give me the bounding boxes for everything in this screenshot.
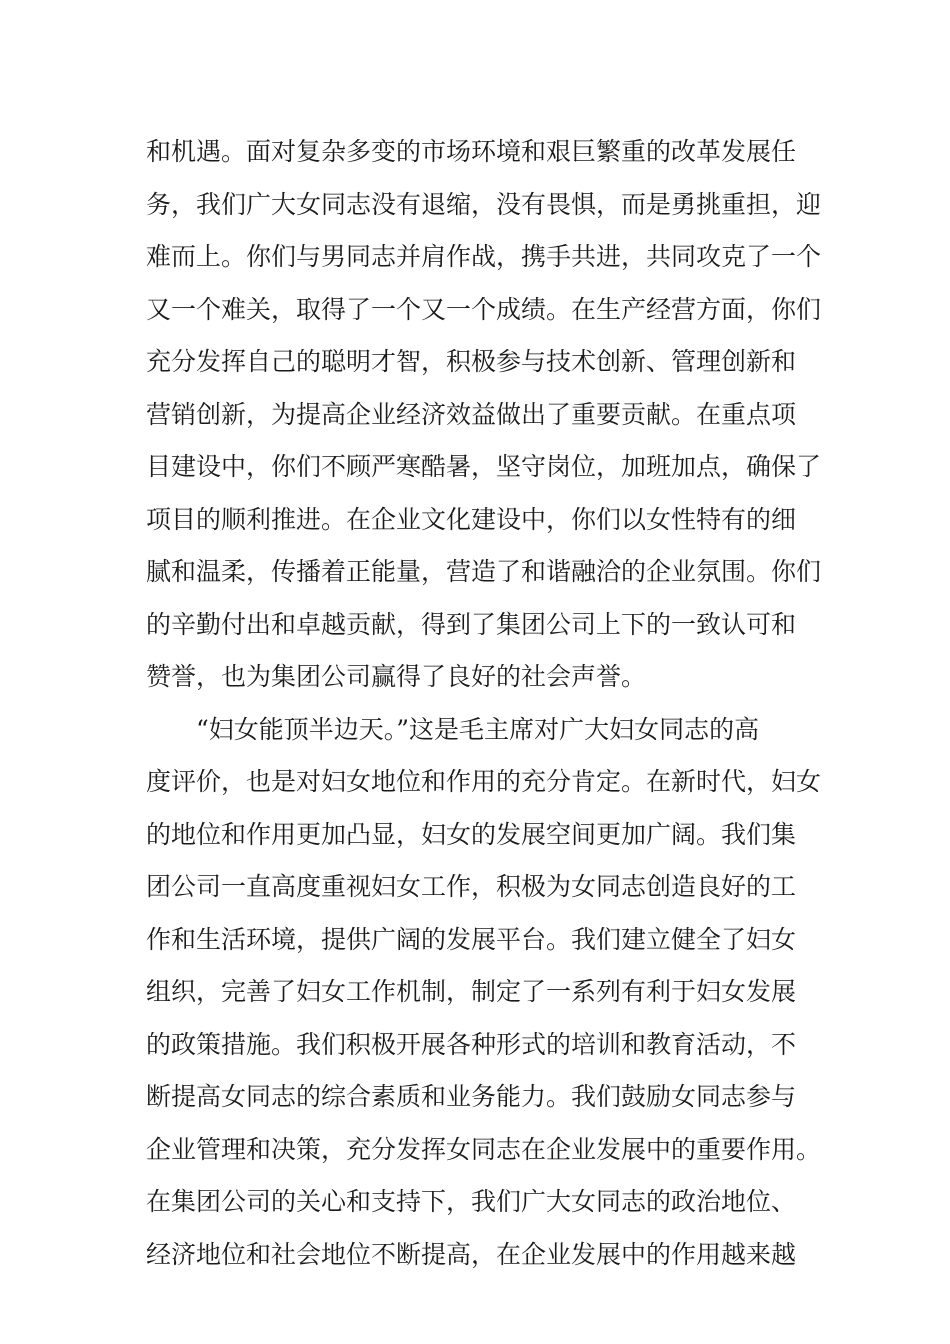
text-line: 企业管理和决策，充分发挥女同志在企业发展中的重要作用。 bbox=[146, 1134, 822, 1164]
text-line: “妇女能顶半边天。”这是毛主席对广大妇女同志的高 bbox=[196, 714, 760, 744]
text-line: 断提高女同志的综合素质和业务能力。我们鼓励女同志参与 bbox=[146, 1082, 797, 1111]
text-line: 经济地位和社会地位不断提高，在企业发展中的作用越来越 bbox=[146, 1239, 797, 1269]
text-line: 的辛勤付出和卓越贡献，得到了集团公司上下的一致认可和 bbox=[146, 609, 797, 639]
text-line: 和机遇。面对复杂多变的市场环境和艰巨繁重的改革发展任 bbox=[146, 137, 797, 166]
paragraph bbox=[146, 704, 826, 1282]
body-text bbox=[146, 126, 826, 1281]
text-line: 充分发挥自己的聪明才智，积极参与技术创新、管理创新和 bbox=[146, 347, 797, 376]
text-line: 腻和温柔，传播着正能量，营造了和谐融洽的企业氛围。你们 bbox=[146, 557, 822, 586]
text-line: 作和生活环境，提供广阔的发展平台。我们建立健全了妇女 bbox=[146, 924, 797, 954]
text-line: 团公司一直高度重视妇女工作，积极为女同志创造良好的工 bbox=[146, 872, 797, 901]
text-line: 难而上。你们与男同志并肩作战，携手共进，共同攻克了一个 bbox=[146, 242, 822, 271]
text-line: 赞誉，也为集团公司赢得了良好的社会声誉。 bbox=[146, 662, 647, 691]
text-line: 营销创新，为提高企业经济效益做出了重要贡献。在重点项 bbox=[146, 399, 797, 429]
text-line: 又一个难关，取得了一个又一个成绩。在生产经营方面，你们 bbox=[146, 294, 822, 324]
text-line: 项目的顺利推进。在企业文化建设中，你们以女性特有的细 bbox=[146, 504, 797, 534]
text-line: 务，我们广大女同志没有退缩，没有畏惧，而是勇挑重担，迎 bbox=[146, 189, 822, 219]
text-line: 在集团公司的关心和支持下，我们广大女同志的政治地位、 bbox=[146, 1187, 797, 1216]
text-line: 组织，完善了妇女工作机制，制定了一系列有利于妇女发展 bbox=[146, 977, 797, 1006]
text-line: 的地位和作用更加凸显，妇女的发展空间更加广阔。我们集 bbox=[146, 819, 797, 849]
paragraph bbox=[146, 126, 826, 704]
text-line: 度评价，也是对妇女地位和作用的充分肯定。在新时代，妇女 bbox=[146, 767, 822, 796]
text-line: 的政策措施。我们积极开展各种形式的培训和教育活动，不 bbox=[146, 1029, 797, 1059]
text-line: 目建设中，你们不顾严寒酷暑，坚守岗位，加班加点，确保了 bbox=[146, 452, 822, 481]
